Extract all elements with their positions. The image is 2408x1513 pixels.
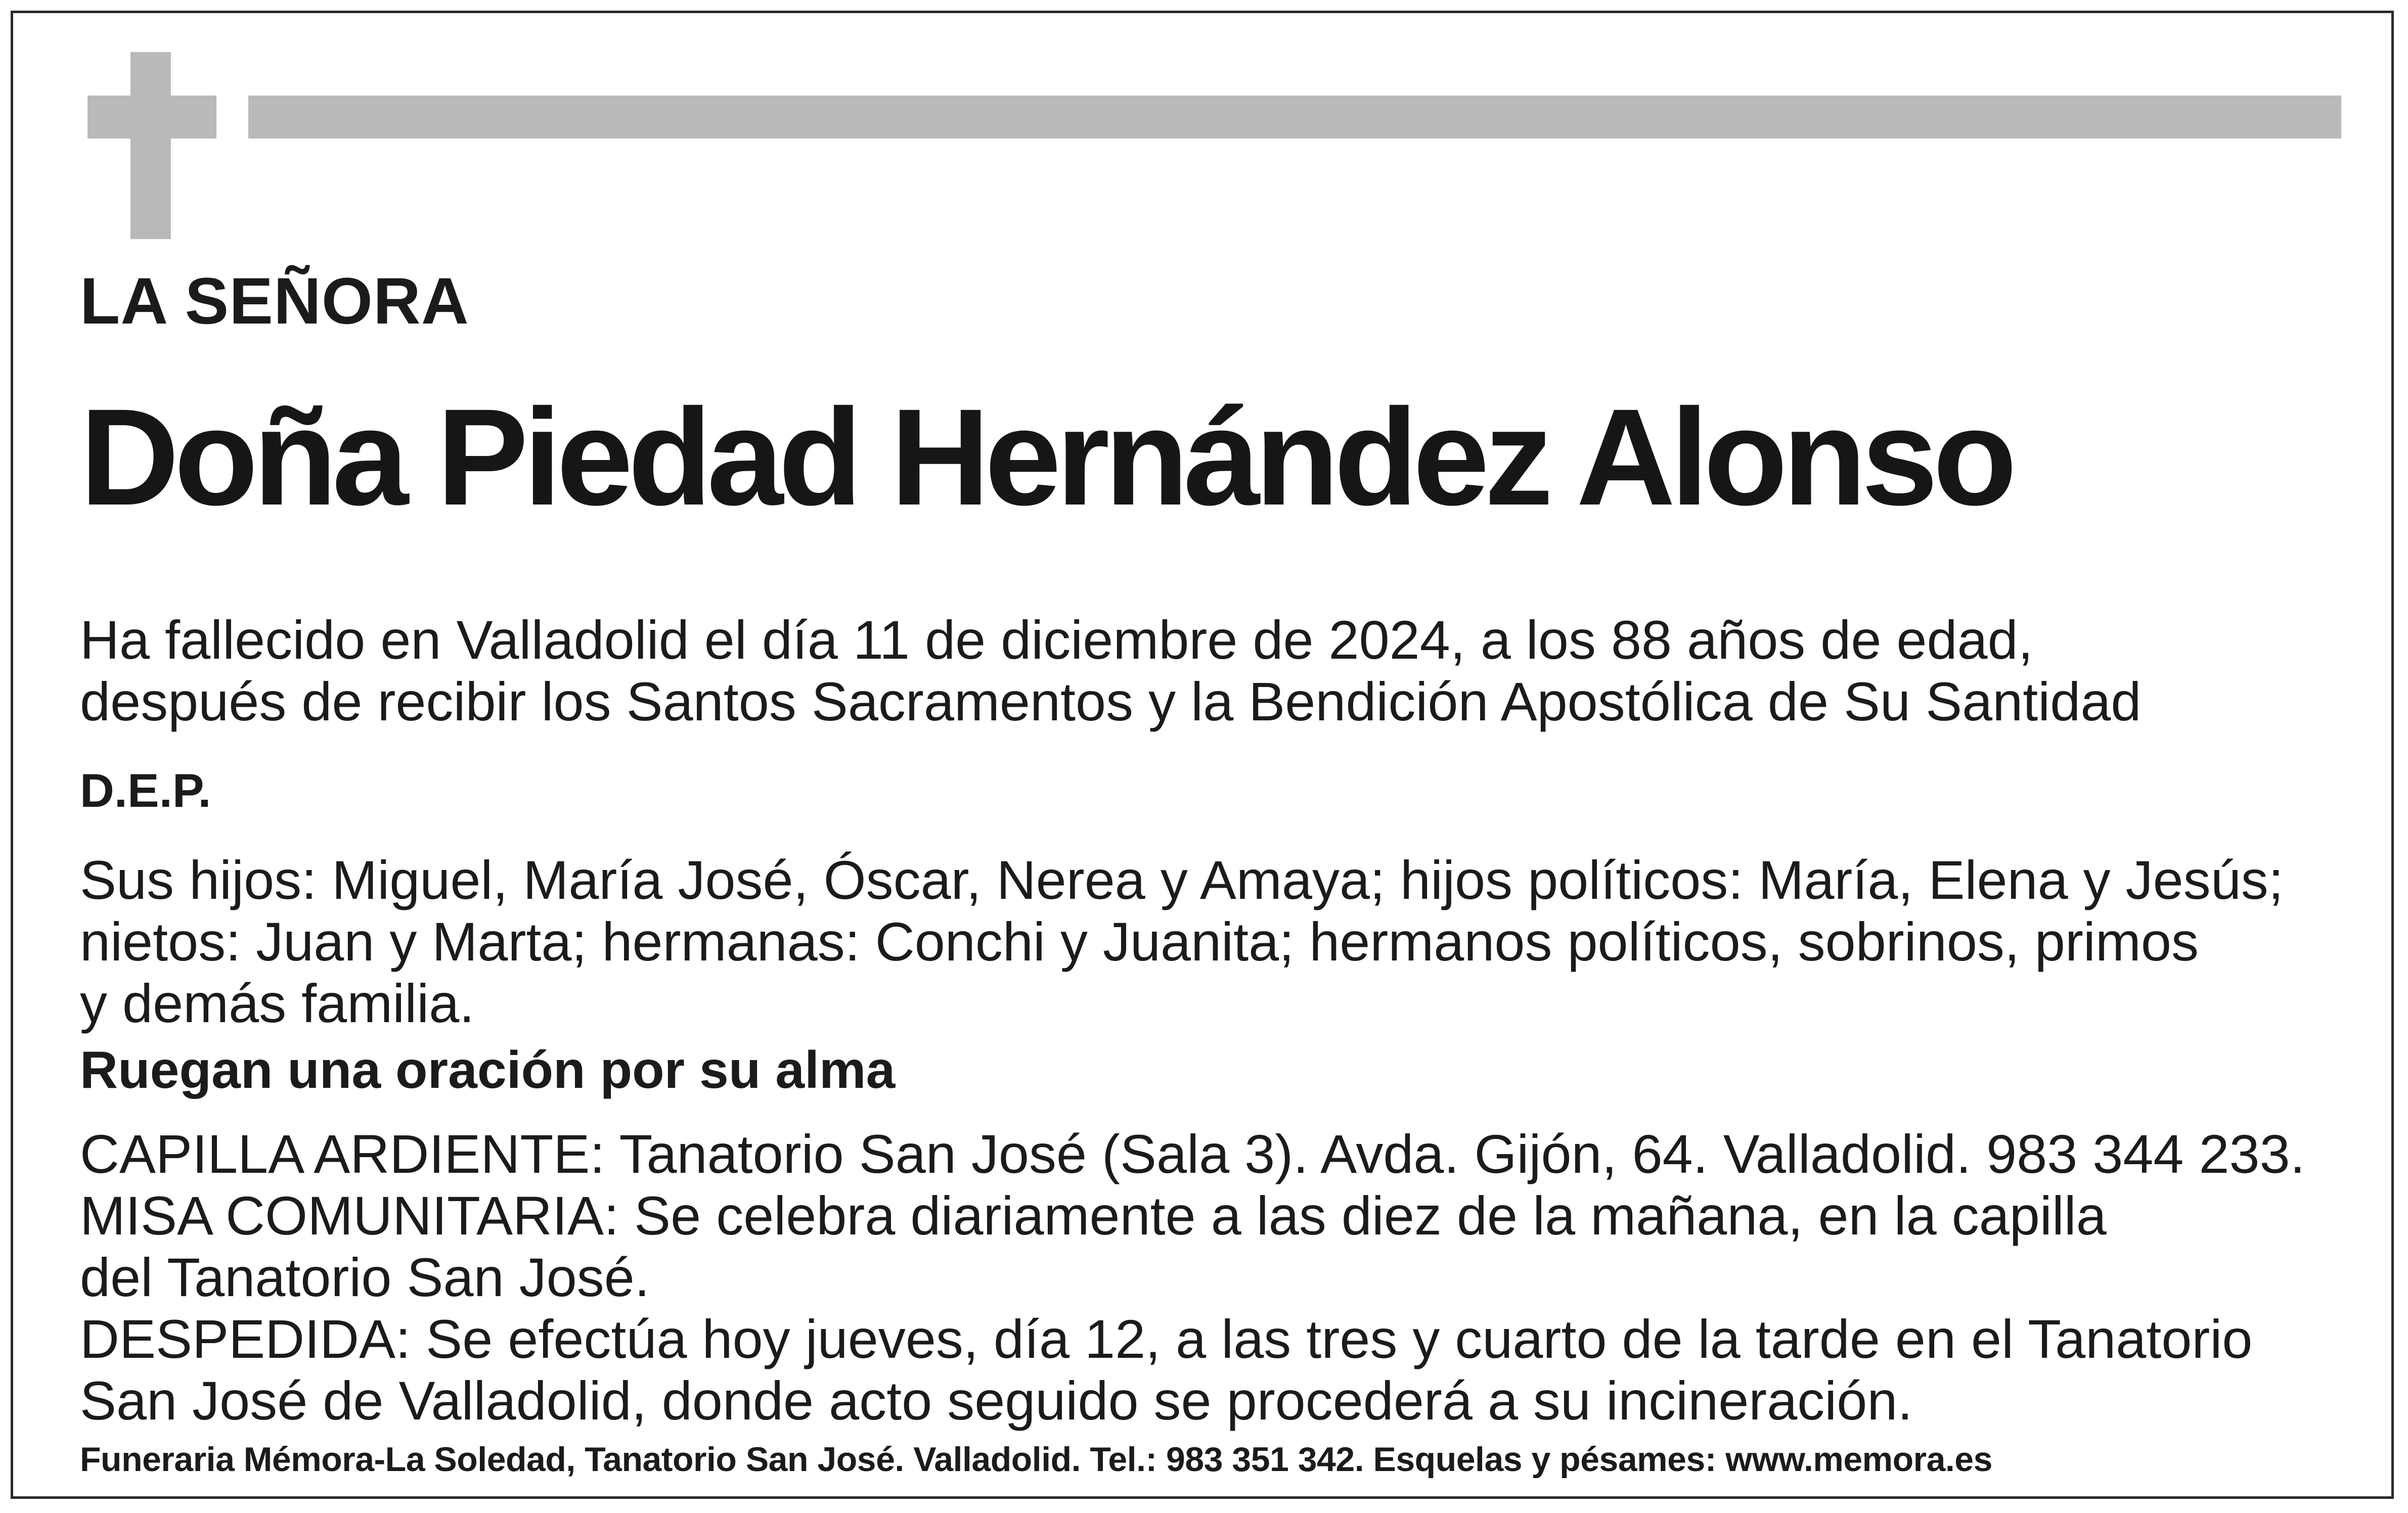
cross-horizontal-bar <box>87 96 216 139</box>
death-announcement <box>80 609 2141 732</box>
rip-label: D.E.P. <box>80 764 211 817</box>
service-line: del Tanatorio San José. <box>80 1247 650 1308</box>
death-line: después de recibir los Santos Sacramentos y la Bendición Apostólica de Su Santidad <box>80 671 2142 732</box>
service-line: MISA COMUNITARIA: Se celebra diariamente a las diez de la mañana, en la capilla <box>80 1185 2107 1246</box>
prayer-request: Ruegan una oración por su alma <box>80 1041 896 1099</box>
family-line: y demás familia. <box>80 973 475 1034</box>
family-list <box>80 849 2284 1034</box>
death-line: Ha fallecido en Valladolid el día 11 de diciembre de 2024, a los 88 años de edad, <box>80 609 2033 670</box>
family-line: nietos: Juan y Marta; hermanas: Conchi y Juanita; hermanos políticos, sobrinos, primos <box>80 911 2199 972</box>
family-line: Sus hijos: Miguel, María José, Óscar, Nerea y Amaya; hijos políticos: María, Elena y Jesús; <box>80 849 2284 910</box>
header-rule <box>248 96 2341 139</box>
service-line: San José de Valladolid, donde acto seguido se procederá a su incineración. <box>80 1370 1913 1431</box>
service-details <box>80 1123 2305 1432</box>
cross-vertical-bar <box>130 52 171 239</box>
service-line: DESPEDIDA: Se efectúa hoy jueves, día 12, a las tres y cuarto de la tarde en el Tanatorio <box>80 1308 2253 1369</box>
deceased-name: Doña Piedad Hernández Alonso <box>80 380 2012 534</box>
service-line: CAPILLA ARDIENTE: Tanatorio San José (Sala 3). Avda. Gijón, 64. Valladolid. 983 344 233. <box>80 1123 2305 1184</box>
funeral-home-footer: Funeraria Mémora-La Soledad, Tanatorio San José. Valladolid. Tel.: 983 351 342. Esquelas y pésames: www.memora.es <box>80 1440 1992 1479</box>
salutation: LA SEÑORA <box>80 264 469 338</box>
